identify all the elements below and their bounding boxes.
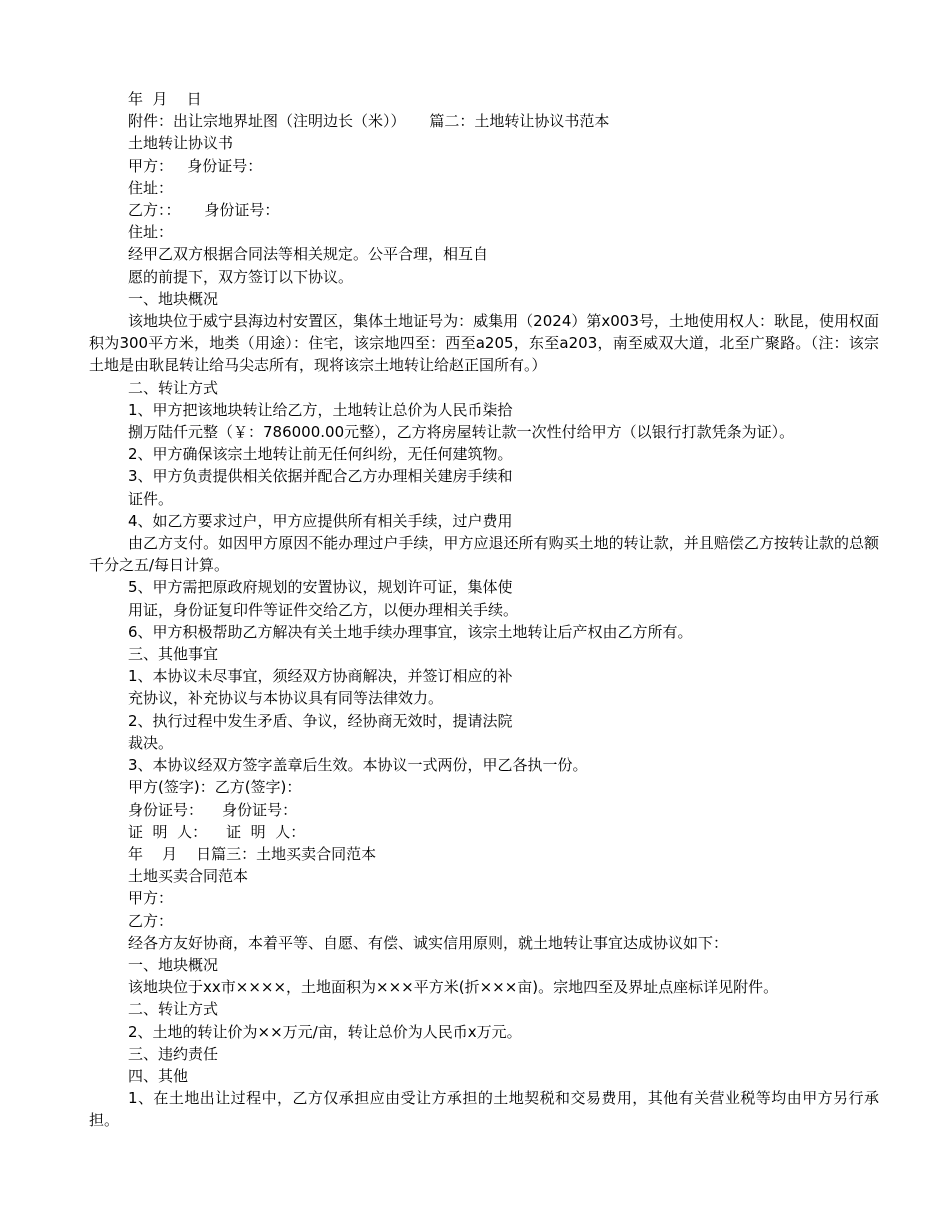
clause-line: 5、甲方需把原政府规划的安置协议，规划许可证，集体使 [128,578,513,597]
heading-line: 一、地块概况 [128,289,219,308]
document-page [89,88,879,1132]
clause-line: 6、甲方积极帮助乙方解决有关土地手续办理事宜，该宗土地转让后产权由乙方所有。 [128,622,693,641]
party-b-id-line: 乙方：： 身份证号： [128,201,280,220]
section-title: 土地买卖合同范本 [128,867,249,886]
clause-line: 4、如乙方要求过户，甲方应提供所有相关手续，过户费用 [128,511,513,530]
clause-line: 2、甲方确保该宗土地转让前无任何纠纷，无任何建筑物。 [128,445,513,464]
date-line: 年 月 日篇三：土地买卖合同范本 [128,844,377,863]
paragraph: 该地块位于威宁县海边村安置区，集体土地证号为：威集用（2024）第x003号，土地使用权人：耿昆，使用权面积为300平方米，地类（用途）：住宅，该宗地四至：西至a205，东至a203，南至威双大道，北至广聚路。（注：该宗土地是由耿昆转让给马尖志所有，现将该宗土地转让给赵正国所有。） [89,312,879,375]
signature-id-line: 身份证号： 身份证号： [128,800,298,819]
clause-line: 1、甲方把该地块转让给乙方，土地转让总价为人民币柒拾 [128,400,513,419]
heading-line: 二、转让方式 [128,378,219,397]
date-line: 年 月 日 [128,90,202,108]
party-a-id-line: 甲方： 身份证号： [128,156,263,175]
paragraph: 由乙方支付。如因甲方原因不能办理过户手续，甲方应退还所有购买土地的转让款，并且赔偿乙方按转让款的总额千分之五/每日计算。 [89,534,879,575]
clause-line: 2、执行过程中发生矛盾、争议，经协商无效时，提请法院 [128,711,513,730]
clause-line: 用证，身份证复印件等证件交给乙方，以便办理相关手续。 [128,600,519,619]
clause-line: 2、土地的转让价为××万元/亩，转让总价为人民币x万元。 [128,1022,522,1041]
party-a-line: 甲方： [128,889,174,908]
party-b-address-line: 住址： [128,223,174,242]
text-line: 经甲乙双方根据合同法等相关规定。公平合理，相互自 [128,245,489,264]
text-line: 经各方友好协商，本着平等、自愿、有偿、诚实信用原则，就土地转让事宜达成协议如下： [128,933,729,952]
clause-line: 3、本协议经双方签字盖章后生效。本协议一式两份，甲乙各执一份。 [128,756,588,775]
party-a-address-line: 住址： [128,178,174,197]
heading-line: 一、地块概况 [128,955,219,974]
paragraph: 1、在土地出让过程中，乙方仅承担应由受让方承担的土地契税和交易费用，其他有关营业税等均由甲方另行承担。 [89,1089,879,1130]
clause-line: 裁决。 [128,733,174,752]
text-line: 愿的前提下，双方签订以下协议。 [128,267,354,286]
clause-line: 1、本协议未尽事宜，须经双方协商解决，并签订相应的补 [128,667,513,686]
clause-line: 捌万陆仟元整（￥：786000.00元整），乙方将房屋转让款一次性付给甲方（以银行打款凭条为证）。 [128,423,795,442]
clause-line: 证件。 [128,489,174,508]
heading-line: 四、其他 [128,1066,189,1085]
clause-line: 充协议，补充协议与本协议具有同等法律效力。 [128,689,444,708]
section-title: 土地转让协议书 [128,134,234,153]
party-b-line: 乙方： [128,911,174,930]
text-line: 该地块位于xx市××××，土地面积为×××平方米(折×××亩)。宗地四至及界址点座标详见附件。 [128,978,779,997]
signature-line: 甲方(签字)：乙方(签字)： [128,778,302,797]
witness-line: 证 明 人： 证 明 人： [128,822,306,841]
heading-line: 二、转让方式 [128,1000,219,1019]
clause-line: 3、甲方负责提供相关依据并配合乙方办理相关建房手续和 [128,467,513,486]
attachment-line: 附件：出让宗地界址图（注明边长（米）） 篇二：土地转让协议书范本 [128,112,610,131]
heading-line: 三、违约责任 [128,1044,219,1063]
heading-line: 三、其他事宜 [128,645,219,664]
